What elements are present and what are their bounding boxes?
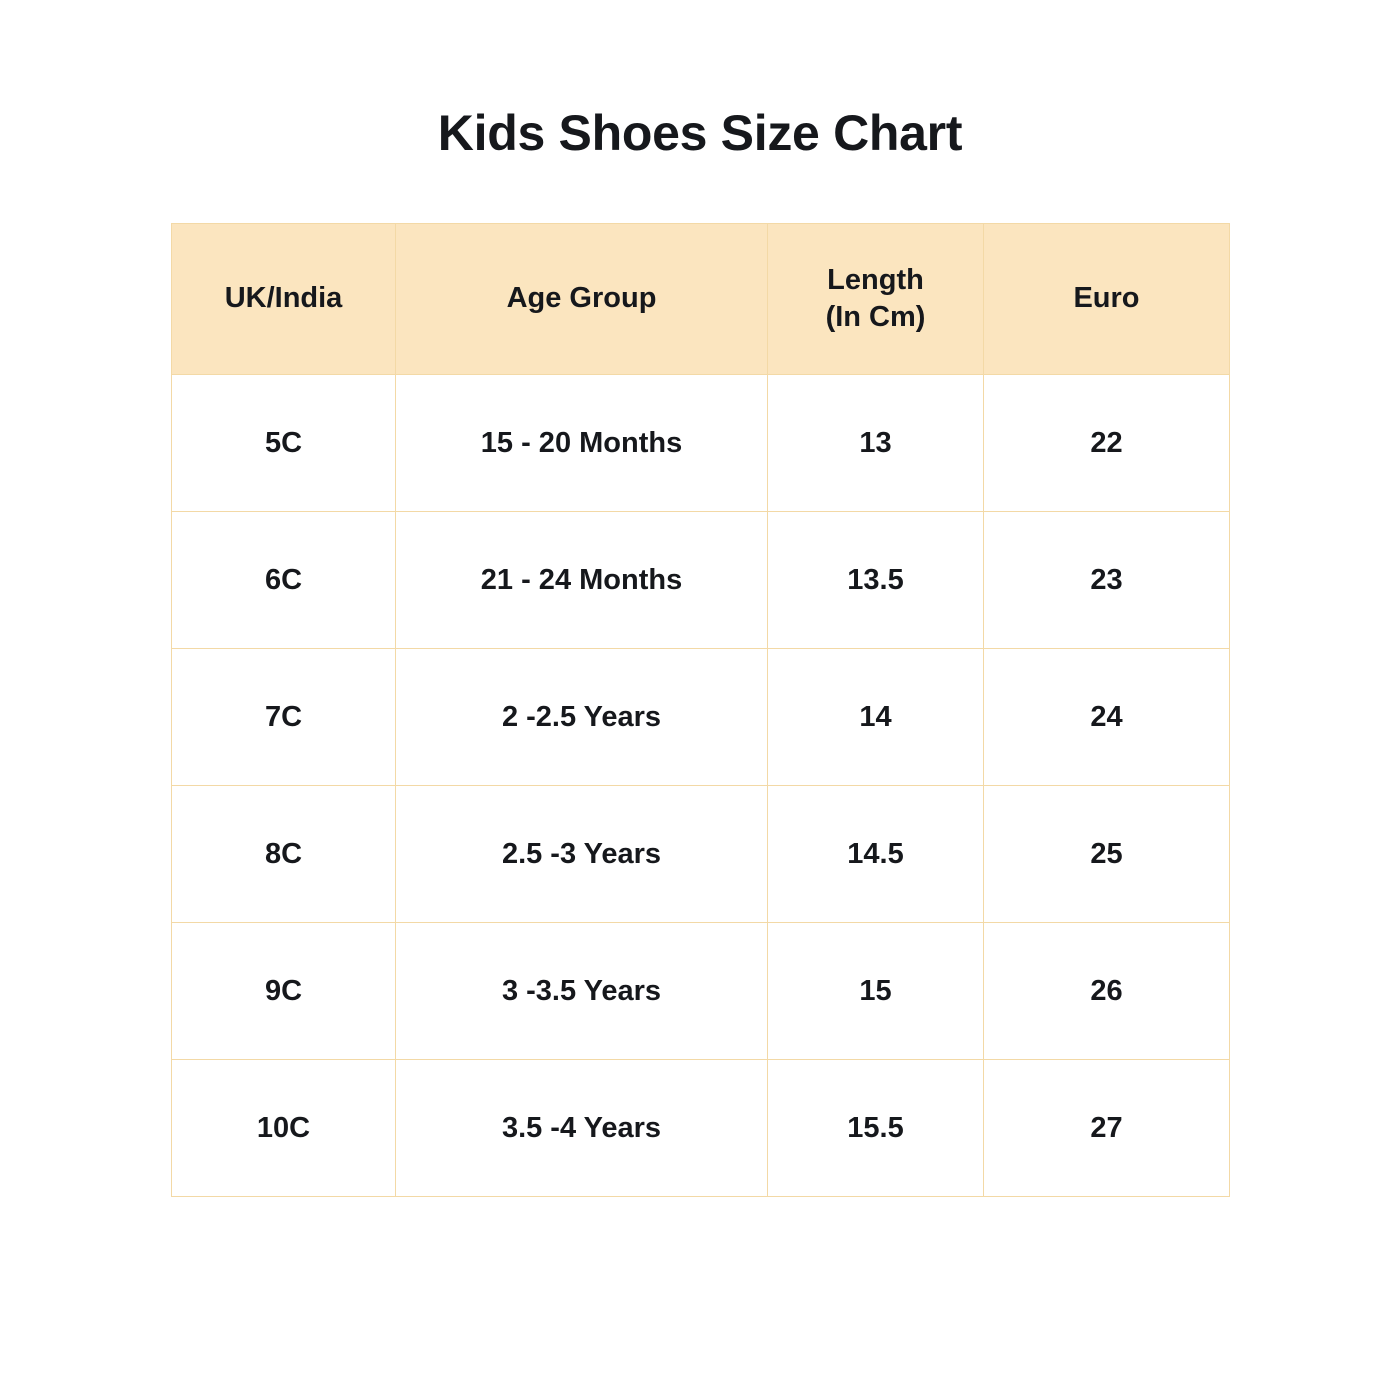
cell-euro: 25 bbox=[984, 786, 1230, 923]
cell-uk-india: 7C bbox=[172, 649, 396, 786]
table-row bbox=[172, 786, 1230, 923]
cell-uk-india: 6C bbox=[172, 512, 396, 649]
page-title: Kids Shoes Size Chart bbox=[437, 105, 963, 161]
column-header-length-line1: Length bbox=[827, 263, 924, 296]
cell-euro: 24 bbox=[984, 649, 1230, 786]
cell-euro: 22 bbox=[984, 375, 1230, 512]
cell-uk-india: 5C bbox=[172, 375, 396, 512]
column-header-uk-india-line1: UK/India bbox=[224, 282, 343, 315]
cell-length: 15.5 bbox=[768, 1060, 984, 1197]
column-header-euro-line1: Euro bbox=[1073, 282, 1140, 315]
cell-length: 15 bbox=[768, 923, 984, 1060]
cell-age-group: 3.5 -4 Years bbox=[396, 1060, 768, 1197]
column-header-age-group bbox=[396, 224, 768, 375]
column-header-length bbox=[768, 224, 984, 375]
cell-age-group: 15 - 20 Months bbox=[396, 375, 768, 512]
cell-uk-india: 9C bbox=[172, 923, 396, 1060]
column-header-euro bbox=[984, 224, 1230, 375]
table-row bbox=[172, 512, 1230, 649]
cell-uk-india: 10C bbox=[172, 1060, 396, 1197]
table-body bbox=[172, 375, 1230, 1197]
column-header-uk-india bbox=[172, 224, 396, 375]
table-header bbox=[172, 224, 1230, 375]
cell-euro: 26 bbox=[984, 923, 1230, 1060]
cell-euro: 27 bbox=[984, 1060, 1230, 1197]
table-row bbox=[172, 375, 1230, 512]
cell-age-group: 21 - 24 Months bbox=[396, 512, 768, 649]
cell-euro: 23 bbox=[984, 512, 1230, 649]
table-row bbox=[172, 923, 1230, 1060]
cell-age-group: 2 -2.5 Years bbox=[396, 649, 768, 786]
cell-age-group: 3 -3.5 Years bbox=[396, 923, 768, 1060]
size-chart-table bbox=[171, 223, 1230, 1197]
table-row bbox=[172, 1060, 1230, 1197]
size-chart-table-container bbox=[171, 223, 1229, 1197]
cell-length: 13 bbox=[768, 375, 984, 512]
cell-length: 13.5 bbox=[768, 512, 984, 649]
table-header-row bbox=[172, 224, 1230, 375]
cell-length: 14 bbox=[768, 649, 984, 786]
column-header-length-line2: (In Cm) bbox=[825, 301, 926, 333]
cell-length: 14.5 bbox=[768, 786, 984, 923]
cell-age-group: 2.5 -3 Years bbox=[396, 786, 768, 923]
cell-uk-india: 8C bbox=[172, 786, 396, 923]
column-header-age-group-line1: Age Group bbox=[506, 282, 657, 315]
table-row bbox=[172, 649, 1230, 786]
